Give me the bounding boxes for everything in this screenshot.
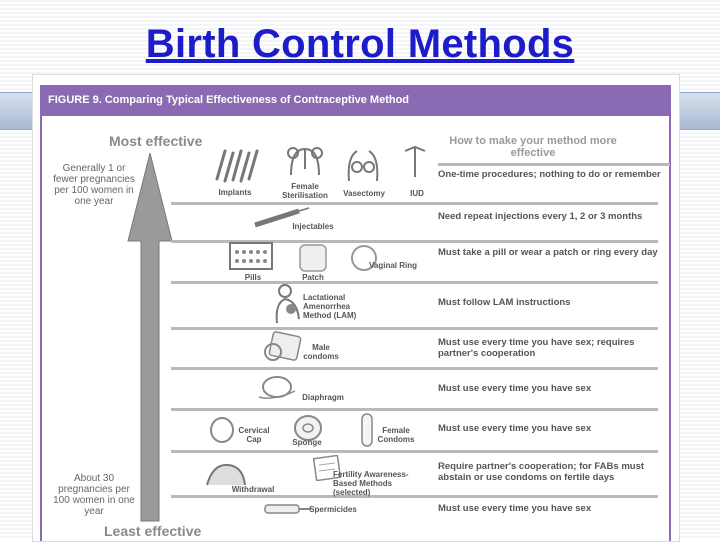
iud-icon xyxy=(401,143,429,183)
bottom-rate-note: About 30 pregnancies per 100 women in one year xyxy=(53,473,135,517)
slide-title: Birth Control Methods xyxy=(145,22,575,66)
row-divider xyxy=(171,408,658,411)
ring-label: Vaginal Ring xyxy=(369,261,418,270)
withdrawal-label: Withdrawal xyxy=(231,485,275,494)
figure-header xyxy=(40,85,671,116)
instruction-row-8: Require partner's cooperation; for FABs must abstain or use condoms on fertile days xyxy=(438,461,645,483)
top-rate-note: Generally 1 or fewer pregnancies per 100 women in one year xyxy=(53,163,135,207)
sponge-label: Sponge xyxy=(292,438,322,447)
left-accent-bar xyxy=(0,92,32,130)
right-accent-bar xyxy=(678,92,720,130)
patch-icon xyxy=(298,243,328,273)
female-condoms-label: Female Condoms xyxy=(377,426,415,444)
heading-divider xyxy=(438,163,670,166)
fab-label: Fertility Awareness-Based Methods (selected) xyxy=(333,470,409,497)
row-divider xyxy=(171,202,658,205)
instruction-row-7: Must use every time you have sex xyxy=(438,423,592,434)
row-divider xyxy=(171,450,658,453)
instruction-row-1: One-time procedures; nothing to do or remember xyxy=(438,169,661,180)
injectables-label: Injectables xyxy=(292,222,334,231)
pills-icon xyxy=(228,241,274,271)
vasectomy-label: Vasectomy xyxy=(343,189,385,198)
spermicides-label: Spermicides xyxy=(309,505,357,514)
most-effective-label: Most effective xyxy=(109,133,203,149)
cervical-cap-label: Cervical Cap xyxy=(238,426,270,444)
instruction-row-5: Must use every time you have sex; requires partner's cooperation xyxy=(438,337,635,359)
pills-label: Pills xyxy=(244,273,262,282)
instruction-row-3: Must take a pill or wear a patch or ring every day xyxy=(438,247,658,258)
diaphragm-label: Diaphragm xyxy=(302,393,344,402)
instruction-row-9: Must use every time you have sex xyxy=(438,503,592,514)
least-effective-label: Least effective xyxy=(104,523,202,539)
patch-label: Patch xyxy=(302,273,324,282)
iud-label: IUD xyxy=(410,189,424,198)
sterilisation-label: Female Sterilisation xyxy=(282,182,328,200)
male-condom-icon xyxy=(261,330,303,364)
row-divider xyxy=(171,367,658,370)
vasectomy-icon xyxy=(343,143,383,183)
row-divider xyxy=(171,327,658,330)
implants-label: Implants xyxy=(218,188,252,197)
instruction-row-2: Need repeat injections every 1, 2 or 3 months xyxy=(438,211,643,222)
lam-icon xyxy=(271,283,305,325)
diaphragm-icon xyxy=(255,371,299,403)
effectiveness-figure xyxy=(32,74,680,542)
lam-label: Lactational Amenorrhea Method (LAM) xyxy=(303,293,357,320)
implants-icon xyxy=(213,145,263,185)
figure-title: FIGURE 9. Comparing Typical Effectiveness of Contraceptive Method xyxy=(48,94,410,106)
male-condoms-label: Male condoms xyxy=(303,343,339,361)
instruction-row-4: Must follow LAM instructions xyxy=(438,297,571,308)
instruction-row-6: Must use every time you have sex xyxy=(438,383,592,394)
sterilisation-icon xyxy=(283,139,327,179)
how-heading: How to make your method more effective xyxy=(449,135,617,159)
